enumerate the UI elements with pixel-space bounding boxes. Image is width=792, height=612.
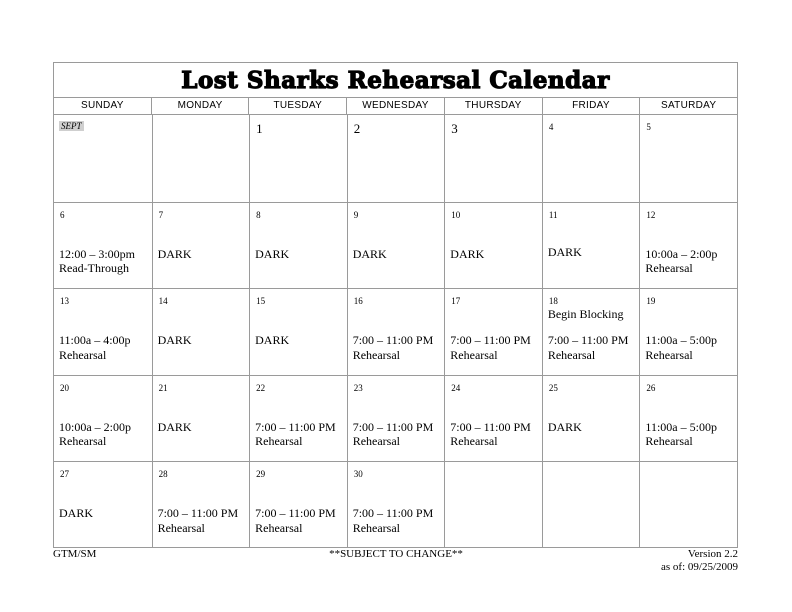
day-event [353, 247, 387, 262]
event-type: Rehearsal [450, 434, 498, 449]
day-header-thursday: THURSDAY [444, 98, 542, 114]
calendar-day-cell [639, 288, 737, 375]
calendar-title: Lost Sharks Rehearsal Calendar [54, 63, 737, 98]
calendar-day-cell [249, 288, 347, 375]
event-type: Read-Through [59, 261, 129, 276]
event-time: 7:00 – 11:00 PM [450, 333, 531, 348]
day-number: 21 [158, 382, 168, 393]
day-event [59, 420, 131, 449]
calendar-day-cell [542, 461, 640, 548]
event-time: DARK [157, 419, 192, 434]
day-note: Begin Blocking [547, 307, 624, 322]
calendar-day-cell [542, 115, 640, 202]
event-type: Rehearsal [255, 520, 303, 535]
calendar [53, 62, 738, 548]
event-type: Rehearsal [450, 347, 498, 362]
event-time: 7:00 – 11:00 PM [450, 419, 531, 434]
day-event [548, 245, 582, 260]
day-event [548, 420, 582, 435]
calendar-day-cell [347, 461, 445, 548]
calendar-day-cell [347, 375, 445, 462]
day-event [59, 247, 135, 276]
event-type: Rehearsal [59, 347, 107, 362]
event-time: 11:00a – 5:00p [645, 333, 717, 348]
day-number: 10 [451, 209, 461, 220]
event-type: Rehearsal [255, 434, 303, 449]
day-number: 27 [60, 469, 69, 480]
calendar-day-cell [54, 288, 152, 375]
days-of-week-header [54, 98, 737, 115]
calendar-day-cell [249, 202, 347, 289]
event-time: DARK [255, 333, 290, 348]
calendar-day-cell [54, 115, 152, 202]
day-number: 30 [353, 469, 363, 480]
day-event [450, 247, 484, 262]
day-number: 3 [451, 121, 458, 136]
footer-as-of: as of: 09/25/2009 [661, 561, 738, 573]
day-header-sunday: SUNDAY [80, 100, 124, 111]
calendar-day-cell [639, 115, 737, 202]
day-event [645, 247, 717, 276]
day-event [158, 420, 192, 435]
day-event [645, 333, 717, 362]
day-number: 25 [548, 382, 558, 393]
day-event [450, 420, 531, 449]
day-event [450, 333, 531, 362]
day-event [59, 506, 93, 521]
day-number: 14 [158, 296, 168, 307]
month-label: SEPT [61, 121, 82, 131]
calendar-day-cell [347, 115, 445, 202]
event-time: DARK [450, 246, 485, 261]
day-header-wednesday: WEDNESDAY [346, 98, 444, 114]
calendar-day-cell [152, 115, 250, 202]
day-event [255, 247, 289, 262]
event-time: DARK [547, 244, 582, 259]
calendar-day-cell [54, 202, 152, 289]
day-event [158, 506, 239, 535]
event-time: 7:00 – 11:00 PM [352, 419, 434, 434]
calendar-day-cell [249, 375, 347, 462]
event-time: 7:00 – 11:00 PM [547, 333, 629, 348]
day-number: 11 [548, 209, 558, 220]
event-type: Rehearsal [645, 347, 693, 362]
footer-version-block [661, 548, 738, 574]
day-number: 13 [60, 296, 69, 307]
day-number: 16 [353, 296, 363, 307]
event-type: Rehearsal [157, 520, 205, 535]
day-event [645, 420, 717, 449]
event-type: Rehearsal [645, 261, 693, 276]
event-type: Rehearsal [59, 434, 107, 449]
day-event [158, 333, 192, 348]
day-number: 4 [548, 122, 554, 132]
day-number: 7 [158, 209, 164, 220]
day-number: 19 [646, 296, 656, 307]
event-type: Rehearsal [352, 520, 401, 535]
day-number: 2 [353, 121, 361, 136]
day-number: 17 [451, 296, 461, 307]
event-time: 7:00 – 11:00 PM [255, 506, 336, 521]
day-number: 18 [548, 296, 558, 307]
event-time: DARK [157, 333, 192, 348]
calendar-day-cell [444, 461, 542, 548]
calendar-day-cell [444, 202, 542, 289]
day-event [255, 420, 336, 449]
day-event [59, 333, 131, 362]
calendar-day-cell [542, 375, 640, 462]
calendar-day-cell [54, 461, 152, 548]
calendar-day-cell [639, 461, 737, 548]
day-number: 8 [256, 209, 261, 220]
day-event [353, 420, 434, 449]
calendar-day-cell [542, 202, 640, 289]
calendar-day-cell [444, 115, 542, 202]
day-number: 26 [646, 382, 656, 393]
day-number: 28 [158, 469, 168, 480]
day-number: 23 [353, 382, 363, 393]
footer-version: Version 2.2 [687, 548, 738, 560]
day-event [255, 506, 336, 535]
calendar-day-cell [152, 375, 250, 462]
day-number: 1 [256, 121, 263, 136]
day-event [548, 333, 629, 362]
footer-initials: GTM/SM [53, 548, 97, 560]
day-number: 5 [646, 122, 651, 132]
calendar-day-cell [249, 461, 347, 548]
day-number: 24 [451, 382, 461, 393]
event-time: DARK [157, 246, 192, 261]
event-type: Rehearsal [352, 434, 401, 449]
day-event [255, 333, 289, 348]
calendar-day-cell [444, 288, 542, 375]
event-time: 10:00a – 2:00p [59, 419, 131, 434]
calendar-day-cell [54, 375, 152, 462]
day-event [353, 333, 434, 362]
day-header-friday: FRIDAY [542, 98, 640, 114]
event-time: 11:00a – 5:00p [645, 419, 717, 434]
calendar-day-cell [249, 115, 347, 202]
day-event [353, 506, 434, 535]
calendar-day-cell [542, 288, 640, 375]
day-header-monday: MONDAY [151, 98, 249, 114]
footer-notice: **SUBJECT TO CHANGE** [329, 548, 463, 560]
day-number: 20 [60, 382, 69, 393]
day-event [158, 247, 192, 262]
day-number: 6 [60, 209, 65, 220]
calendar-day-cell [639, 202, 737, 289]
day-header-saturday: SATURDAY [639, 98, 737, 114]
event-time: 11:00a – 4:00p [59, 333, 131, 348]
calendar-day-cell [347, 288, 445, 375]
event-time: DARK [255, 246, 290, 261]
calendar-day-cell [639, 375, 737, 462]
day-number: 9 [353, 209, 359, 220]
calendar-day-cell [152, 202, 250, 289]
event-time: 7:00 – 11:00 PM [255, 419, 336, 434]
calendar-day-cell [444, 375, 542, 462]
day-number: 29 [256, 469, 266, 480]
event-time: 7:00 – 11:00 PM [352, 506, 434, 521]
day-number: 12 [646, 209, 656, 220]
calendar-grid [54, 115, 737, 548]
event-time: DARK [59, 506, 94, 521]
calendar-day-cell [152, 461, 250, 548]
day-number: 15 [256, 296, 266, 307]
calendar-day-cell [347, 202, 445, 289]
event-time: 10:00a – 2:00p [645, 246, 718, 261]
calendar-day-cell [152, 288, 250, 375]
event-time: DARK [352, 246, 387, 261]
event-type: Rehearsal [352, 347, 401, 362]
event-time: 7:00 – 11:00 PM [157, 506, 239, 521]
event-type: Rehearsal [645, 434, 693, 449]
day-header-tuesday: TUESDAY [248, 98, 346, 114]
event-time: 7:00 – 11:00 PM [352, 333, 434, 348]
event-time: 12:00 – 3:00pm [59, 246, 136, 261]
event-time: DARK [547, 419, 582, 434]
day-number: 22 [256, 382, 266, 393]
event-type: Rehearsal [547, 347, 596, 362]
